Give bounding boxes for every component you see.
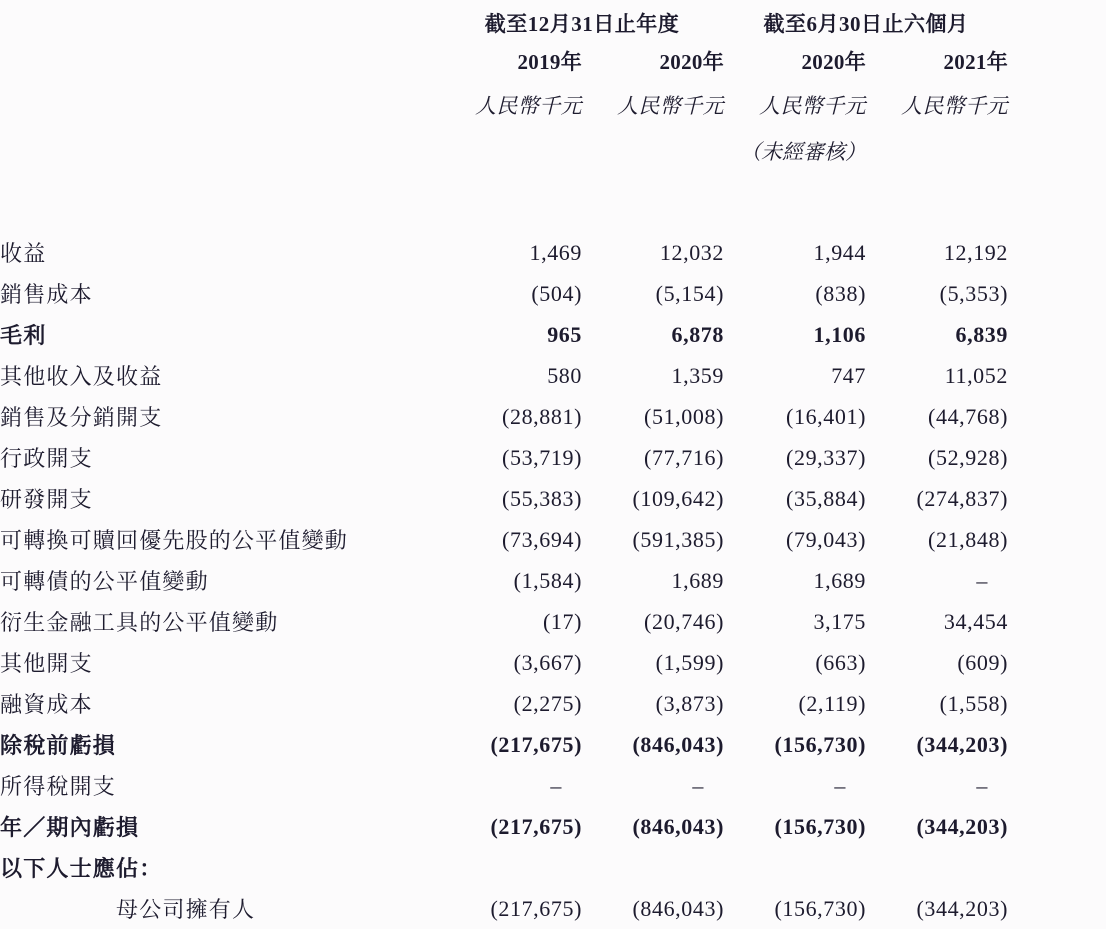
row-label: 所得稅開支 [0,774,117,799]
row-value: (35,884) [786,485,866,511]
row-value: (2,275) [513,690,582,716]
row-right-pad [1008,847,1106,888]
header-year-right-pad [1008,36,1106,78]
row-value: (274,837) [916,485,1008,511]
row-value: (344,203) [916,895,1008,921]
row-right-pad [1008,355,1106,396]
row-value: (17) [542,608,582,634]
row-value: – [692,772,704,798]
row-label: 除稅前虧損 [0,733,117,758]
table-row [0,560,1106,601]
row-label: 可轉債的公平值變動 [0,569,209,594]
row-value: 1,689 [671,567,724,593]
row-value: (79,043) [786,526,866,552]
row-right-pad [1008,683,1106,724]
table-row [0,396,1106,437]
row-value: – [834,772,846,798]
row-value: (20,746) [644,608,724,634]
header-group-interim: 截至6月30日止六個月 [763,11,969,36]
row-right-pad [1008,806,1106,847]
table-row [0,642,1106,683]
table-header [0,0,1106,232]
row-value: 1,469 [529,239,582,265]
row-label: 可轉換可贖回優先股的公平值變動 [0,528,349,553]
row-value: (52,928) [928,444,1008,470]
row-value: (1,599) [655,649,724,675]
header-year-1: 2019年 [517,50,582,74]
row-value: (3,667) [513,649,582,675]
row-value: (3,873) [655,690,724,716]
row-value: (55,383) [502,485,582,511]
row-value: 1,106 [813,321,866,347]
row-value: (663) [815,649,866,675]
row-value: (838) [815,280,866,306]
header-year-4: 2021年 [943,50,1008,74]
row-value: (77,716) [644,444,724,470]
row-value: (5,353) [939,280,1008,306]
header-unit-4: 人民幣千元 [901,94,1008,118]
row-label: 母公司擁有人 [116,897,256,922]
row-value: (21,848) [928,526,1008,552]
header-unit-right-pad [1008,78,1106,122]
row-value: – [976,567,988,593]
header-group-spacer [0,0,440,36]
header-audit-note: （未經審核） [740,140,866,164]
row-value: (846,043) [632,895,724,921]
table-row [0,765,1106,806]
row-right-pad [1008,601,1106,642]
row-label: 年／期內虧損 [0,815,140,840]
row-value: – [550,772,562,798]
row-value: 6,878 [671,321,724,347]
table-body [0,232,1106,929]
row-right-pad [1008,437,1106,478]
table-row [0,683,1106,724]
table-row [0,847,1106,888]
header-audit-pad-2 [582,122,724,170]
row-label: 行政開支 [0,446,93,471]
row-value: (217,675) [490,895,582,921]
header-audit-pad-1 [440,122,582,170]
row-value: 11,052 [944,362,1008,388]
header-unit-spacer [0,78,440,122]
row-value: 34,454 [943,608,1008,634]
row-value: (2,119) [798,690,866,716]
header-unit-1: 人民幣千元 [475,94,582,118]
row-label: 衍生金融工具的公平值變動 [0,610,279,635]
header-year-3: 2020年 [801,50,866,74]
row-value [724,847,866,888]
row-right-pad [1008,519,1106,560]
header-year-spacer [0,36,440,78]
row-value: 1,689 [813,567,866,593]
row-value: (28,881) [502,403,582,429]
header-group-right-pad [1008,0,1106,36]
row-right-pad [1008,642,1106,683]
row-value: 965 [547,321,582,347]
table-row [0,314,1106,355]
row-right-pad [1008,273,1106,314]
row-value: 747 [831,362,866,388]
row-value: (846,043) [632,813,724,839]
row-value [866,847,1008,888]
row-value: (156,730) [774,895,866,921]
row-value: (217,675) [490,731,582,757]
header-year-2: 2020年 [659,50,724,74]
row-value: 6,839 [955,321,1008,347]
row-label: 以下人士應佔： [0,856,163,881]
row-right-pad [1008,560,1106,601]
row-value [440,847,582,888]
row-right-pad [1008,232,1106,273]
row-label: 收益 [0,241,47,266]
row-right-pad [1008,724,1106,765]
row-value: 1,944 [813,239,866,265]
table-row [0,724,1106,765]
header-unit-row [0,78,1106,122]
row-value: (344,203) [916,731,1008,757]
row-label: 研發開支 [0,487,93,512]
header-audit-pad-4 [866,122,1008,170]
row-value: (109,642) [632,485,724,511]
row-value: (73,694) [502,526,582,552]
table-row [0,478,1106,519]
row-value: 12,192 [943,239,1008,265]
row-value: (51,008) [644,403,724,429]
row-value: 580 [547,362,582,388]
table-row [0,232,1106,273]
row-value: 12,032 [659,239,724,265]
row-value: (156,730) [774,813,866,839]
row-right-pad [1008,888,1106,929]
row-value: (1,584) [513,567,582,593]
table-row [0,437,1106,478]
row-value: (344,203) [916,813,1008,839]
header-audit-spacer [0,122,440,170]
table-row [0,273,1106,314]
row-label: 融資成本 [0,692,93,717]
table-row [0,888,1106,929]
row-value: (591,385) [632,526,724,552]
row-value: – [976,772,988,798]
row-value: (44,768) [928,403,1008,429]
row-value: (1,558) [939,690,1008,716]
row-value: (217,675) [490,813,582,839]
row-value: (53,719) [502,444,582,470]
row-value: (609) [957,649,1008,675]
header-unit-2: 人民幣千元 [617,94,724,118]
row-value: 1,359 [671,362,724,388]
row-label: 毛利 [0,323,47,348]
table-row [0,806,1106,847]
row-value: 3,175 [813,608,866,634]
row-label: 其他收入及收益 [0,364,163,389]
row-value: (5,154) [655,280,724,306]
row-value: (16,401) [786,403,866,429]
row-value: (156,730) [774,731,866,757]
header-unit-3: 人民幣千元 [759,94,866,118]
row-right-pad [1008,396,1106,437]
row-right-pad [1008,314,1106,355]
header-body-gap [0,170,1106,232]
row-value: (504) [531,280,582,306]
header-group-annual: 截至12月31日止年度 [484,11,680,36]
row-value: (29,337) [786,444,866,470]
table-row [0,519,1106,560]
header-group-row [0,0,1106,36]
row-label: 銷售及分銷開支 [0,405,163,430]
header-audit-right-pad [1008,122,1106,170]
header-body-gap-cell [0,170,1106,232]
table-row [0,355,1106,396]
row-value: (846,043) [632,731,724,757]
header-year-row [0,36,1106,78]
row-right-pad [1008,765,1106,806]
header-audit-note-row [0,122,1106,170]
row-label: 其他開支 [0,651,93,676]
row-right-pad [1008,478,1106,519]
row-label: 銷售成本 [0,282,93,307]
row-value [582,847,724,888]
table-row [0,601,1106,642]
